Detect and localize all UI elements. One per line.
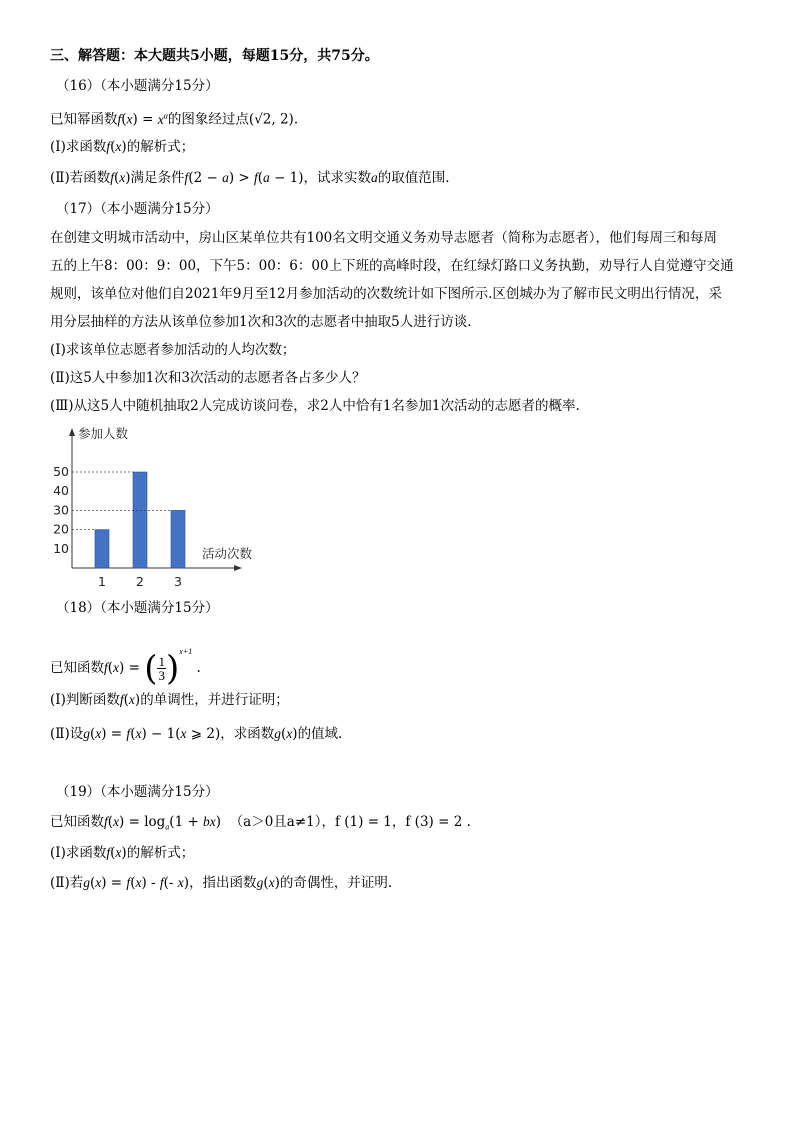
q19-heading: （19）（本小题满分15分） [56, 784, 219, 800]
q17-text-line-3: 规则，该单位对他们自2021年9月至12月参加活动的次数统计如下图所示.区创城办为了解市民文明出行情况，采 [50, 286, 722, 302]
q18-heading: （18）（本小题满分15分） [56, 600, 219, 616]
q19-part2: (Ⅱ)若g(x) = f(x) - f(- x)，指出函数g(x)的奇偶性，并证明. [50, 875, 393, 891]
x-tick-label: 1 [98, 574, 106, 589]
q16-heading: （16）（本小题满分15分） [56, 78, 219, 94]
y-tick-label: 40 [53, 483, 69, 499]
q17-heading: （17）（本小题满分15分） [56, 201, 219, 217]
q17-text-line-4: 用分层抽样的方法从该单位参加1次和3次的志愿者中抽取5人进行访谈. [50, 314, 472, 330]
x-axis-label: 活动次数 [202, 546, 253, 561]
q17-part1: (Ⅰ)求该单位志愿者参加活动的人均次数； [50, 342, 296, 358]
q16-stem: 已知幂函数$f(x) = x^\alpha$的图象经过点(√2, 2). [50, 111, 299, 128]
y-axis-arrow [69, 428, 75, 436]
y-tick-label: 30 [53, 502, 69, 518]
y-tick-label: 50 [53, 464, 69, 479]
q18-part1: (Ⅰ)判断函数f(x)的单调性，并进行证明； [50, 692, 289, 708]
q17-text-line-1: 在创建文明城市活动中，房山区某单位共有100名文明交通义务劝导志愿者（简称为志愿者），他们每周三和每周 [50, 230, 718, 246]
q17-text-line-2: 五的上午8：00：9：00，下午5：00：6：00上下班的高峰时段，在红绿灯路口义务执勤，劝导行人自觉遵守交通 [50, 258, 734, 274]
q18-part2: (Ⅱ)设g(x) = f(x) − 1(x ⩾ 2)，求函数g(x)的值域. [50, 726, 343, 742]
q16-part2: (Ⅱ)若函数f(x)满足条件f(2 − a) > f(a − 1)，试求实数a的取值范围. [50, 170, 450, 186]
q18-stem: 已知函数f(x) = ( $\frac{1}{3}$ )$^{x+1}$ . [50, 647, 201, 689]
q19-stem: 已知函数$f(x) = \log_a(1 + bx)$ （a＞0且a≠1），f (1) = 1，f (3) = 2 . [50, 814, 471, 832]
bar-3 [171, 510, 185, 568]
bar-1 [95, 530, 109, 568]
x-axis-arrow [234, 565, 242, 571]
q16-part1: (Ⅰ)求函数f(x)的解析式； [50, 139, 195, 155]
x-tick-label: 2 [136, 574, 144, 589]
section-header: 三、解答题：本大题共5小题，每题15分，共75分。 [50, 48, 379, 64]
q19-part1: (Ⅰ)求函数f(x)的解析式； [50, 845, 195, 861]
q17-part2: (Ⅱ)这5人中参加1次和3次活动的志愿者各占多少人？ [50, 370, 366, 386]
bar-2 [133, 472, 147, 568]
q17-part3: (Ⅲ)从这5人中随机抽取2人完成访谈问卷，求2人中恰有1名参加1次活动的志愿者的概率. [50, 398, 580, 414]
x-tick-label: 3 [174, 574, 182, 589]
bar-chart [44, 424, 284, 592]
y-axis-label: 参加人数 [78, 426, 129, 441]
y-tick-label: 20 [53, 521, 69, 537]
y-tick-label: 10 [53, 540, 69, 556]
